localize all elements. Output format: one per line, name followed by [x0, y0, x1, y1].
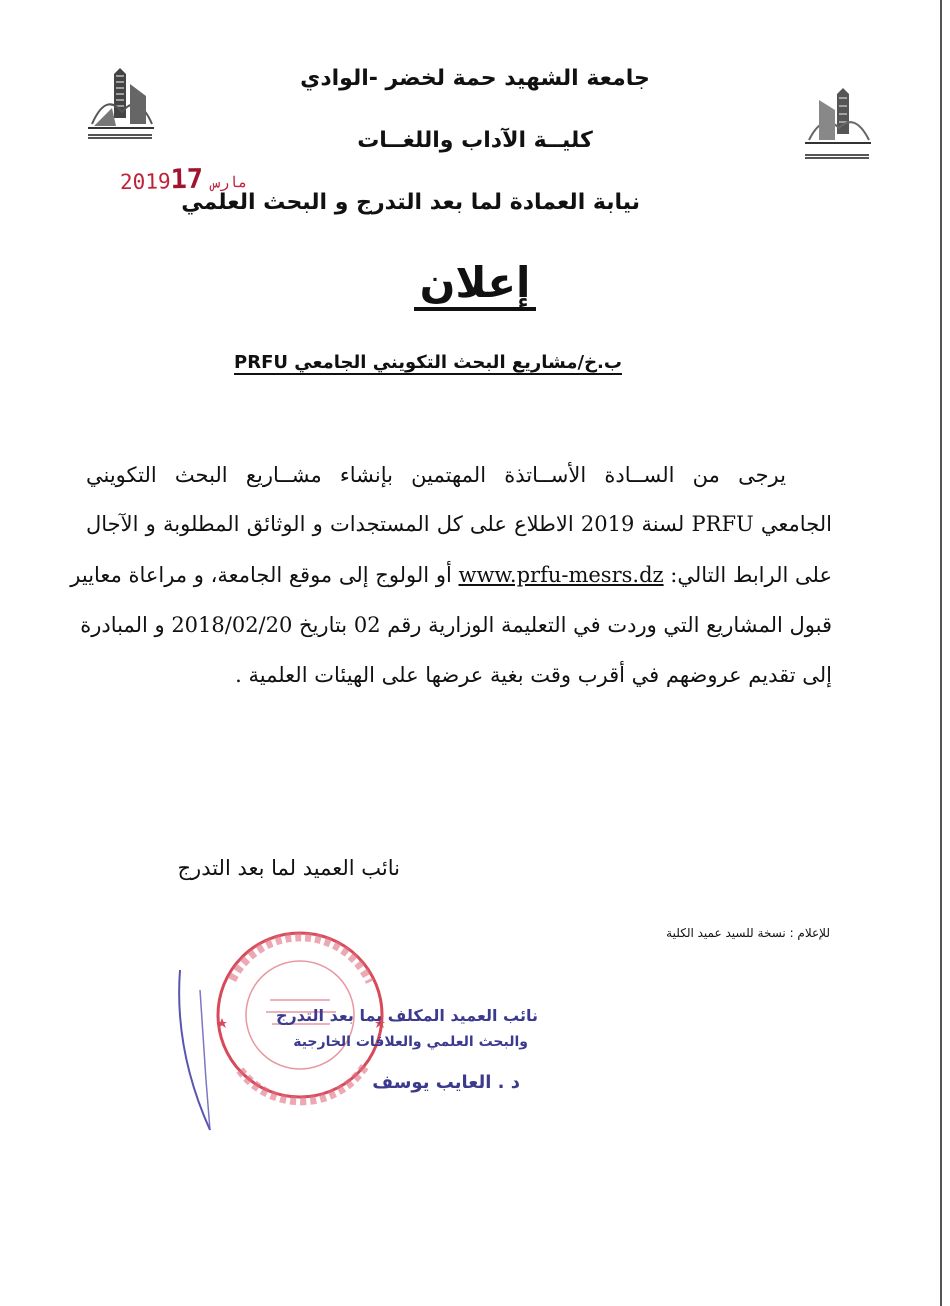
prfu-link[interactable]: www.prfu-mesrs.dz — [458, 563, 664, 587]
date-month: مارس — [210, 172, 248, 192]
body-line-3 — [70, 563, 832, 587]
university-logo-right — [799, 86, 875, 160]
body-line-1: يرجى من الســادة الأســاتذة المهتمين بإنشاء مشــاريع البحث التكويني — [86, 463, 786, 487]
scan-edge — [940, 0, 942, 1306]
body-line-2: الجامعي PRFU لسنة 2019 الاطلاع على كل المستجدات و الوثائق المطلوبة و الآجال — [86, 512, 832, 536]
university-logo-left — [82, 66, 158, 140]
cc-note: للإعلام : نسخة للسيد عميد الكلية — [666, 926, 830, 940]
stamp-signatory-name: د . العايب يوسف — [372, 1072, 520, 1093]
university-name: جامعة الشهيد حمة لخضر -الوادي — [300, 66, 650, 91]
stamp-title-line-2: والبحث العلمي والعلاقات الخارجية — [293, 1034, 528, 1050]
body-line-5: إلى تقديم عروضهم في أقرب وقت بغية عرضها على الهيئات العلمية . — [235, 663, 832, 687]
stamp-title-line-1: نائب العميد المكلف بما بعد التدرج — [276, 1006, 538, 1025]
date-day: 17 — [170, 163, 204, 196]
faculty-name: كليــة الآداب واللغــات — [357, 128, 593, 153]
office-name: نيابة العمادة لما بعد التدرج و البحث العلمي — [181, 190, 640, 215]
body-line-4: قبول المشاريع التي وردت في التعليمة الوزارية رقم 02 بتاريخ 2018/02/20 و المبادرة — [80, 613, 832, 637]
signature-title: نائب العميد لما بعد التدرج — [177, 856, 400, 880]
body-line-3-post: أو الولوج إلى موقع الجامعة، و مراعاة معايير — [70, 563, 452, 587]
subject-line: ب.خ/مشاريع البحث التكويني الجامعي PRFU — [234, 352, 622, 373]
date-year: 2019 — [119, 169, 171, 195]
body-line-3-pre: على الرابط التالي: — [670, 563, 832, 587]
title-text: إعلان — [414, 258, 537, 311]
date-stamp — [120, 163, 256, 196]
announcement-title — [0, 258, 950, 307]
